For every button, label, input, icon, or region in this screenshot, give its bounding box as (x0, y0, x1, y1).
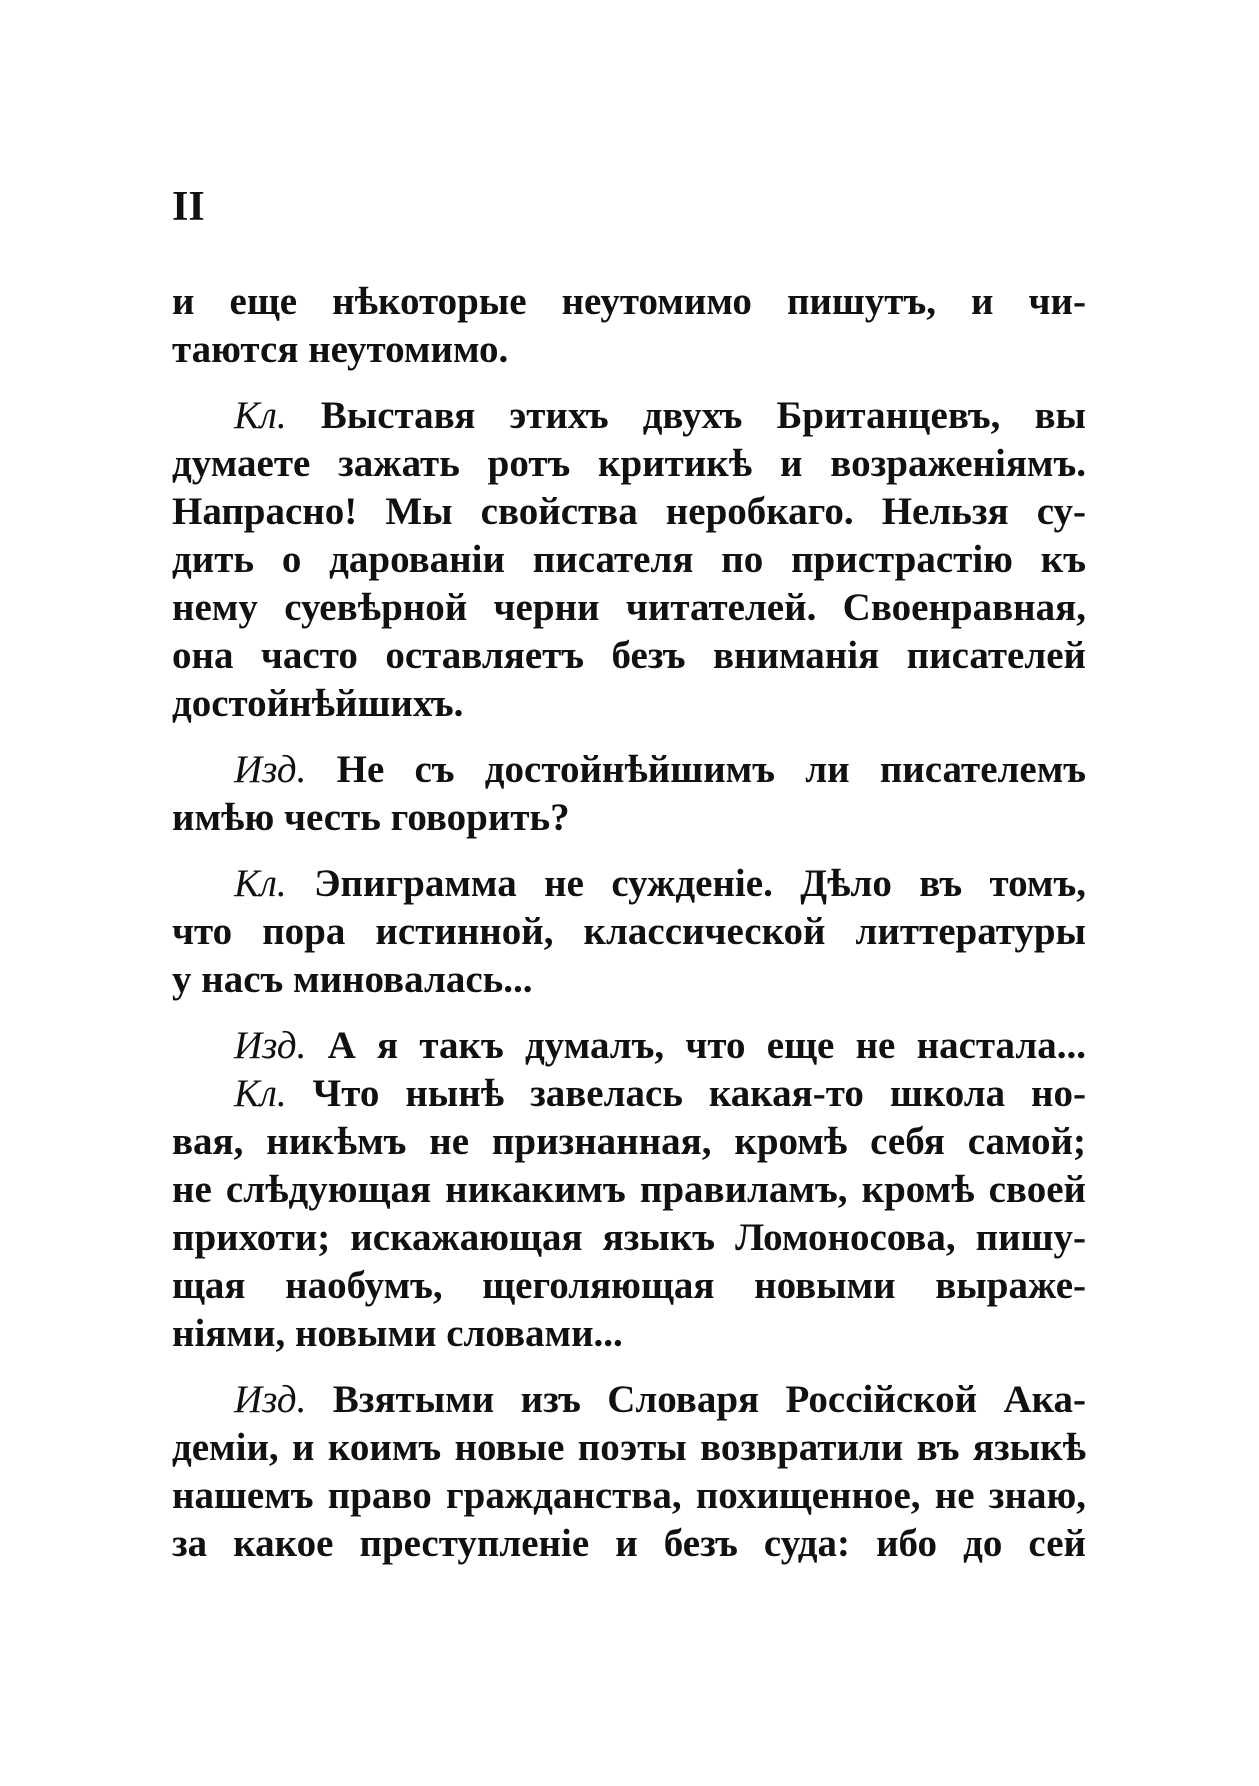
line-text: таются неутомимо. (172, 328, 509, 371)
line-text: прихоти; искажающая языкъ Ломоносова, пишу- (172, 1216, 1086, 1259)
line-text: ніями, новыми словами... (172, 1312, 623, 1355)
line-text: Взятыми изъ Словаря Россійской Ака- (306, 1378, 1086, 1421)
line-text: А я такъ думалъ, что еще не настала... (306, 1024, 1086, 1067)
line-text: достойнѣйшихъ. (172, 682, 464, 725)
text-line (172, 1310, 1086, 1358)
text-line (172, 488, 1086, 536)
speaker-label: Изд. (234, 1378, 307, 1421)
text-line (172, 1472, 1086, 1520)
line-text: нашемъ право гражданства, похищенное, не знаю, (172, 1474, 1086, 1517)
text-line (172, 326, 1086, 374)
line-text: думаете зажать ротъ критикѣ и возраженіямъ. (172, 442, 1086, 485)
speaker-label: Кл. (234, 862, 287, 905)
line-text: Эпиграмма не сужденіе. Дѣло въ томъ, (286, 862, 1086, 905)
line-text: у насъ миновалась... (172, 958, 533, 1001)
page-number: II (172, 184, 205, 230)
line-text: и еще нѣкоторые неутомимо пишутъ, и чи- (172, 280, 1086, 323)
line-text: нему суевѣрной черни читателей. Своенравная, (172, 586, 1086, 629)
text-line (172, 632, 1086, 680)
line-text: что пора истинной, классической литтературы (172, 910, 1086, 953)
text-line (172, 1262, 1086, 1310)
line-text: деміи, и коимъ новые поэты возвратили въ языкѣ (172, 1426, 1086, 1469)
text-line (172, 536, 1086, 584)
text-line (172, 1118, 1086, 1166)
text-line (172, 1214, 1086, 1262)
text-line (172, 1376, 1086, 1424)
text-line (172, 1166, 1086, 1214)
speaker-label: Изд. (234, 1024, 307, 1067)
text-line (172, 1520, 1086, 1568)
line-text: она часто оставляетъ безъ вниманія писателей (172, 634, 1086, 677)
text-line (172, 746, 1086, 794)
speaker-label: Кл. (234, 394, 287, 437)
line-text: Что нынѣ завелась какая-то школа но- (286, 1072, 1086, 1115)
line-text: за какое преступленіе и безъ суда: ибо до сей (172, 1522, 1086, 1565)
text-line (172, 392, 1086, 440)
line-text: Не съ достойнѣйшимъ ли писателемъ (306, 748, 1086, 791)
text-line (172, 440, 1086, 488)
line-text: не слѣдующая никакимъ правиламъ, кромѣ своей (172, 1168, 1086, 1211)
body-text (172, 278, 1086, 1568)
text-line (172, 1424, 1086, 1472)
line-text: Выставя этихъ двухъ Британцевъ, вы (286, 394, 1086, 437)
text-line (172, 956, 1086, 1004)
line-text: Напрасно! Мы свойства неробкаго. Нельзя су- (172, 490, 1086, 533)
speaker-label: Кл. (234, 1072, 287, 1115)
text-line (172, 584, 1086, 632)
line-text: вая, никѣмъ не признанная, кромѣ себя самой; (172, 1120, 1086, 1163)
line-text: щая наобумъ, щеголяющая новыми выраже- (172, 1264, 1086, 1307)
line-text: имѣю честь говорить? (172, 796, 570, 839)
speaker-label: Изд. (234, 748, 307, 791)
text-line (172, 278, 1086, 326)
text-line (172, 1070, 1086, 1118)
text-line (172, 908, 1086, 956)
line-text: дить о дарованіи писателя по пристрастію къ (172, 538, 1086, 581)
text-line (172, 794, 1086, 842)
text-line (172, 680, 1086, 728)
text-line (172, 1022, 1086, 1070)
text-line (172, 860, 1086, 908)
